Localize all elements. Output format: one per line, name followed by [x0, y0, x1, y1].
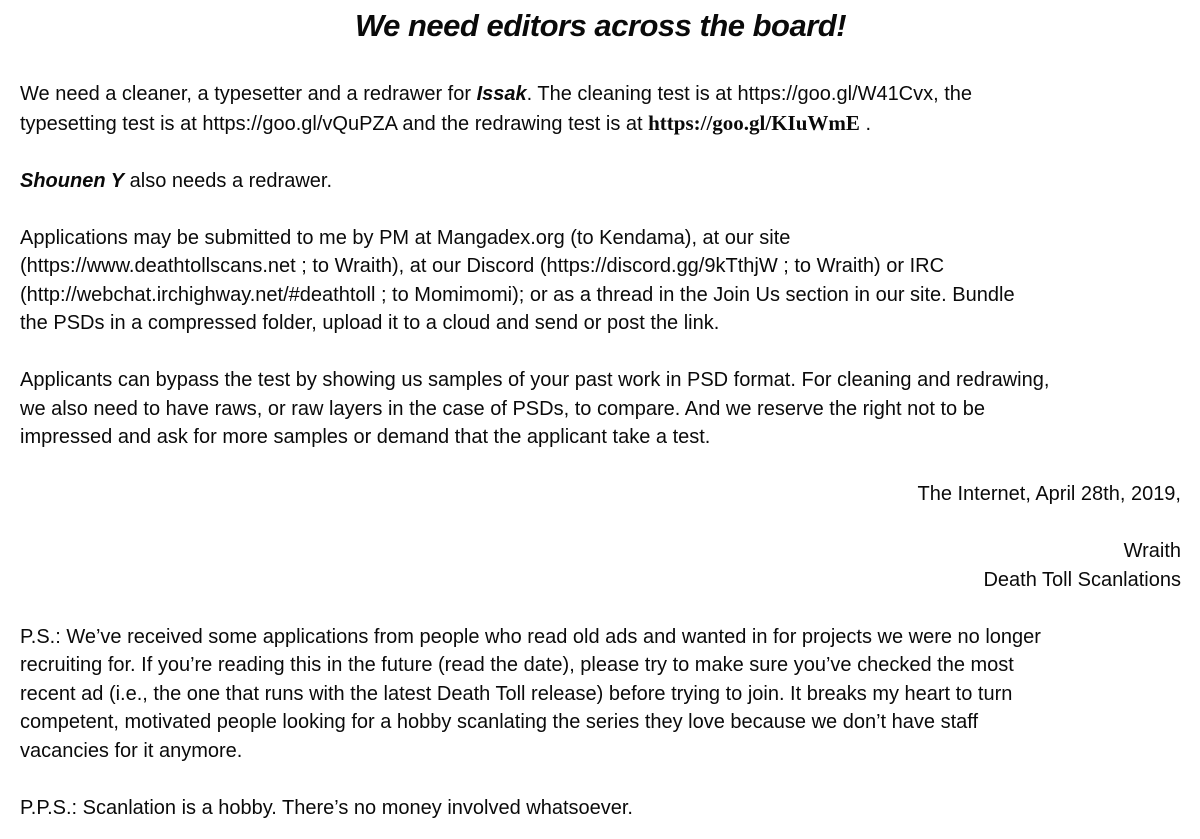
paragraph-postscript: [20, 623, 1181, 766]
paragraph-line: P.P.S.: Scanlation is a hobby. There’s no money involved whatsoever.: [20, 796, 633, 819]
text-segment: We need a cleaner, a typesetter and a redrawer for: [20, 83, 477, 105]
paragraph-line: impressed and ask for more samples or demand that the applicant take a test.: [20, 426, 711, 448]
series-name-issak: Issak: [476, 83, 527, 105]
paragraph-post-postscript: [20, 794, 1181, 823]
paragraph-line: (https://www.deathtollscans.net ; to Wraith), at our Discord (https://discord.gg/9kTthjW ; to Wraith) or IRC: [20, 255, 945, 277]
paragraph-line: (http://webchat.irchighway.net/#deathtoll ; to Momimomi); or as a thread in the Join Us section in our site. Bundle: [20, 283, 1015, 306]
dateline: The Internet, April 28th, 2019,: [917, 483, 1181, 505]
paragraph-shounen-y: [20, 167, 1181, 196]
text-segment: . The cleaning test is at https://goo.gl/W41Cvx, the: [526, 83, 973, 105]
signature-name: Wraith: [1123, 540, 1181, 562]
paragraph-application-channels: [20, 224, 1181, 338]
paragraph-line: recruiting for. If you’re reading this in the future (read the date), please try to make sure you’ve checked the most: [20, 654, 1014, 676]
page-title: We need editors across the board!: [354, 8, 847, 43]
paragraph-line: vacancies for it anymore.: [20, 739, 243, 762]
text-segment: also needs a redrawer.: [124, 169, 332, 192]
paragraph-issak-recruitment: [20, 80, 1181, 138]
paragraph-line: we also need to have raws, or raw layers in the case of PSDs, to compare. And we reserve the right not to be: [20, 397, 985, 420]
paragraph-test-bypass: [20, 366, 1181, 452]
paragraph-line: [20, 109, 1181, 139]
paragraph-line: [20, 167, 1181, 196]
paragraph-line: recent ad (i.e., the one that runs with the latest Death Toll release) before trying to join. It breaks my heart to turn: [20, 682, 1013, 705]
paragraph-line: Applicants can bypass the test by showing us samples of your past work in PSD format. For cleaning and redrawing,: [20, 369, 1050, 391]
paragraph-line: [20, 80, 1181, 109]
paragraph-line: P.S.: We’ve received some applications from people who read old ads and wanted in for projects we were no longer: [20, 625, 1041, 648]
signature-block: [20, 537, 1181, 594]
text-segment: typesetting test is at https://goo.gl/vQuPZA and the redrawing test is at: [20, 112, 649, 135]
text-segment: .: [859, 112, 872, 135]
paragraph-line: competent, motivated people looking for a hobby scanlating the series they love because we don’t have staff: [20, 711, 979, 733]
series-name-shounen-y: Shounen Y: [20, 169, 125, 192]
signature-group: Death Toll Scanlations: [983, 568, 1181, 591]
paragraph-line: Applications may be submitted to me by PM at Mangadex.org (to Kendama), at our site: [20, 226, 791, 249]
dateline-block: [20, 480, 1181, 509]
redrawing-test-url: https://goo.gl/KIuWmE: [648, 110, 860, 135]
paragraph-line: the PSDs in a compressed folder, upload it to a cloud and send or post the link.: [20, 312, 720, 334]
